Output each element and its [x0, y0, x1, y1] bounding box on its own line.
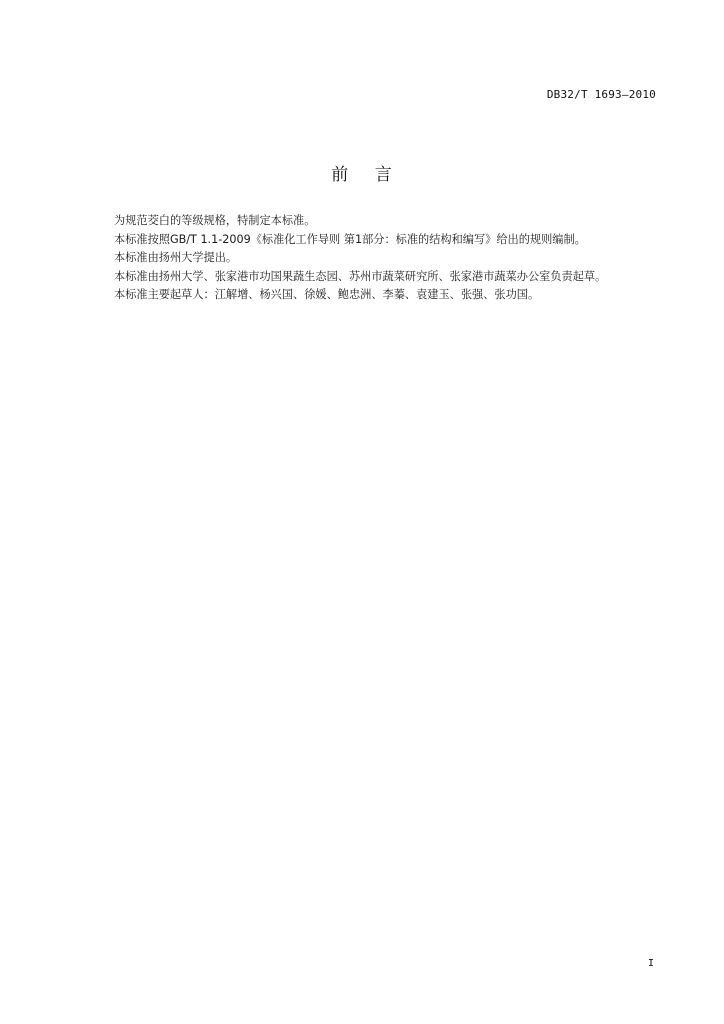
paragraph-proposer: 本标准由扬州大学提出。: [114, 251, 238, 265]
paragraph-drafters: 本标准主要起草人：江解增、杨兴国、徐媛、鲍忠洲、李蓁、袁建玉、张强、张功国。: [114, 288, 540, 302]
standard-code: DB32/T 1693—2010: [546, 88, 656, 101]
page-title: 前 言: [331, 165, 393, 185]
paragraph-purpose: 为规范茭白的等级规格，特制定本标准。: [114, 214, 316, 227]
foreword-body: [114, 212, 674, 305]
page-number: I: [647, 958, 654, 969]
paragraph-drafting-rules: 本标准按照GB/T 1.1-2009《标准化工作导则 第1部分：标准的结构和编写》给出的规则编制。: [114, 232, 586, 246]
paragraph-drafting-units: 本标准由扬州大学、张家港市功国果蔬生态园、苏州市蔬菜研究所、张家港市蔬菜办公室负责起草。: [114, 269, 607, 283]
